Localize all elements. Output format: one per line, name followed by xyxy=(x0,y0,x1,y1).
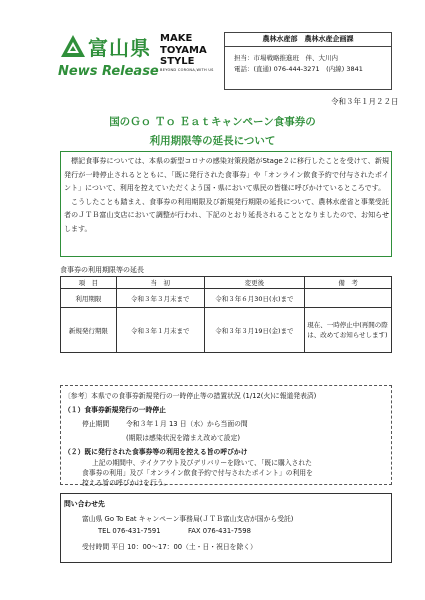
table-cell-original: 令和３年１月末まで xyxy=(116,308,204,353)
body-paragraph: 標記食事券については、本県の新型コロナの感染対策段階がStage２に移行したことを受けて、新規発行が一時停止されるとともに、「既に発行された食事券」や「オンライン飲食予約で付与されたポイント」について、利用を控えていただくよう国・県において県民の皆様に呼びかけているところです。 xyxy=(64,157,389,193)
body-paragraph: こうしたことも踏まえ、食事券の利用期限及び新規発行期限の延長について、農林水産省と事業受託者のＪＴＢ富山支店において調整が行われ、下記のとおり延長されることとなりましたので、お知らせします。 xyxy=(64,197,389,233)
contact-departments: 農林水産部 農林水産企画課 xyxy=(225,33,391,47)
slogan xyxy=(160,33,216,73)
release-date: 令和３年１月２２日 xyxy=(331,97,399,106)
page-title-line1: 国のＧｏ Ｔｏ Ｅａｔキャンペーン食事券の xyxy=(109,116,316,128)
reference-item1-period: 令和３年１月 13 日（水）から当面の間 xyxy=(126,420,248,428)
news-release-label: News Release xyxy=(58,64,159,79)
inquiry-fax: FAX 076-431-7598 xyxy=(188,527,251,535)
reference-item1-note: (期限は感染状況を踏まえ改めて設定) xyxy=(126,434,241,442)
slogan-line: MAKE xyxy=(160,33,193,44)
inquiry-hours: 受付時間 平日 10：00〜17：00（土・日・祝日を除く） xyxy=(82,543,257,551)
table-cell-item: 新規発行期限 xyxy=(61,308,117,353)
table-title: 食事券の利用期限等の延長 xyxy=(60,266,144,274)
reference-item1-period-label: 停止期間 xyxy=(82,420,110,428)
mountain-logo-icon xyxy=(60,34,86,58)
page-title-line2: 利用期限等の延長について xyxy=(149,135,276,147)
slogan-line: STYLE xyxy=(160,56,195,67)
table-header: 当 初 xyxy=(116,277,204,289)
reference-item2-line: 上記の期間中、テイクアウト及びデリバリーを除いて、「既に購入された xyxy=(92,459,312,467)
slogan-line: TOYAMA xyxy=(160,44,207,56)
table-cell-note: 現在、一時停止中(再開の際は、改めてお知らせします) xyxy=(305,308,392,353)
contact-phone: 電話：(直通) 076-444-3271 (内線) 3841 xyxy=(234,65,363,73)
table-row xyxy=(61,308,392,353)
table-cell-original: 令和３年３月末まで xyxy=(116,289,204,308)
body-text xyxy=(64,155,389,237)
table-cell-changed: 令和３年３月19日(金)まで xyxy=(204,308,305,353)
table-header: 項 目 xyxy=(61,277,117,289)
inquiry-heading: 問い合わせ先 xyxy=(64,500,105,508)
table-header-row xyxy=(61,277,392,289)
contact-person: 担当：市場戦略推進班 伴、大川内 xyxy=(234,54,338,62)
reference-heading: 〔参考〕本県での食事券新規発行の一時停止等の措置状況 (1/12(火)に報道発表済) xyxy=(64,392,317,400)
table-cell-note xyxy=(305,289,392,308)
inquiry-office: 富山県 Go To Eat キャンペーン事務局(ＪＴＢ富山支店が国から受託) xyxy=(82,515,294,523)
deadline-table xyxy=(60,276,392,353)
reference-item1-title: （１）食事券新規発行の一時停止 xyxy=(64,406,166,414)
table-header: 変更後 xyxy=(204,277,305,289)
prefecture-logo-text: 富山県 xyxy=(88,36,151,60)
slogan-subtext: BEYOND CORONA,WITH US xyxy=(160,67,214,72)
reference-item2-title: （２）既に発行された食事券等の利用を控える旨の呼びかけ xyxy=(64,448,248,456)
inquiry-tel: TEL 076-431-7591 xyxy=(98,527,161,535)
table-cell-item: 利用期限 xyxy=(61,289,117,308)
contact-box xyxy=(224,32,392,90)
table-cell-changed: 令和３年６月30日(水)まで xyxy=(204,289,305,308)
table-row xyxy=(61,289,392,308)
table-header: 備 考 xyxy=(305,277,392,289)
reference-item2-line: 控える旨の呼びかけを行う。 xyxy=(82,479,171,487)
reference-item2-line: 食事券の利用」及び「オンライン飲食予約で付与されたポイント」の利用を xyxy=(82,469,313,477)
